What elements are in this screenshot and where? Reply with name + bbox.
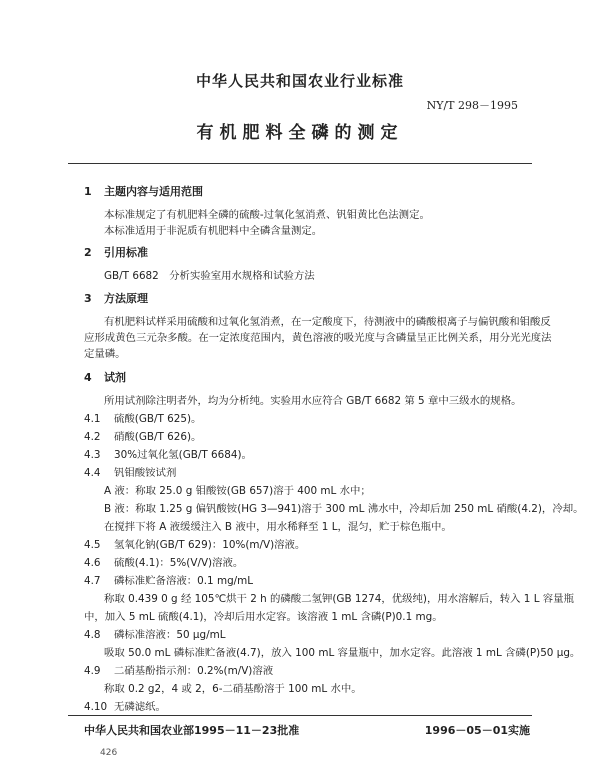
item-text: 磷标准贮备溶液：0.1 mg/mL [114,575,254,587]
item-text: 氢氧化钠(GB/T 629)：10%(m/V)溶液。 [114,539,306,551]
list-item-4-7 [84,572,253,587]
paragraph-line: 中，加入 5 mL 硫酸(4.1)，冷却后用水定容。该溶液 1 mL 含磷(P)0.1 mg。 [84,611,443,623]
item-number: 4.4 [84,467,101,479]
item-number: 4.5 [84,539,101,551]
item-number: 4.10 [84,701,108,713]
section-3-heading [84,290,148,306]
reference-line: GB/T 6682 分析实验室用水规格和试验方法 [104,270,315,282]
paragraph: 本标准规定了有机肥料全磷的硫酸-过氧化氢消煮、钒钼黄比色法测定。 [104,209,430,221]
paragraph: 本标准适用于非泥质有机肥料中全磷含量测定。 [104,225,323,237]
item-text: 无磷滤纸。 [114,701,166,713]
implementation-date: 1996－05－01实施 [424,724,530,737]
paragraph: 所用试剂除注明者外，均为分析纯。实验用水应符合 GB/T 6682 第 5 章中三级水的规格。 [104,395,522,407]
item-number: 4.3 [84,449,101,461]
item-number: 4.2 [84,431,101,443]
list-item-4-9 [84,662,273,677]
item-text: 钒钼酸铵试剂 [114,467,177,479]
section-number: 4 [84,371,92,384]
approval-line: 中华人民共和国农业部1995－11－23批准 [84,724,300,737]
paragraph-line: 称取 0.2 g2，4 或 2，6-二硝基酚溶于 100 mL 水中。 [104,683,362,695]
item-text: 二硝基酚指示剂：0.2%(m/V)溶液 [114,665,274,677]
section-title: 主题内容与适用范围 [104,185,203,198]
list-item-4-6 [84,554,243,569]
section-4-heading [84,369,126,385]
list-item-4-5 [84,536,305,551]
section-title: 试剂 [104,371,126,384]
paragraph-line: 有机肥料试样采用硫酸和过氧化氢消煮，在一定酸度下，待测液中的磷酸根离子与偏钒酸和钼酸反 [104,316,551,328]
header-divider [68,163,532,164]
item-number: 4.1 [84,413,101,425]
list-item-4-3 [84,446,252,461]
item-number: 4.6 [84,557,101,569]
paragraph-line: A 液：称取 25.0 g 钼酸铵(GB 657)溶于 400 mL 水中； [104,485,371,497]
list-item-4-2 [84,428,201,443]
item-number: 4.7 [84,575,101,587]
item-text: 硫酸(GB/T 625)。 [114,413,202,425]
section-title: 引用标准 [104,246,148,259]
section-number: 2 [84,246,92,259]
item-text: 30%过氧化氢(GB/T 6684)。 [114,449,252,461]
section-number: 1 [84,185,92,198]
list-item-4-10 [84,698,166,713]
paragraph-line: 定量磷。 [84,348,126,360]
list-item-4-4 [84,464,176,479]
org-title: 中华人民共和国农业行业标准 [195,72,404,90]
item-number: 4.8 [84,629,101,641]
section-title: 方法原理 [104,292,148,305]
paragraph-line: 称取 0.439 0 g 经 105℃烘干 2 h 的磷酸二氢钾(GB 1274，优级纯)，用水溶解后，转入 1 L 容量瓶 [104,593,574,605]
paragraph-line: 在搅拌下将 A 液缓缓注入 B 液中，用水稀释至 1 L，混匀，贮于棕色瓶中。 [104,521,452,533]
standard-number: NY/T 298－1995 [426,99,518,112]
list-item-4-1 [84,410,201,425]
item-text: 硫酸(4.1)：5%(V/V)溶液。 [114,557,244,569]
page-number: 426 [100,748,118,758]
section-1-heading [84,183,203,199]
footer-divider [68,715,532,716]
item-text: 磷标准溶液：50 μg/mL [114,629,226,641]
item-number: 4.9 [84,665,101,677]
item-text: 硝酸(GB/T 626)。 [114,431,202,443]
section-number: 3 [84,292,92,305]
section-2-heading [84,244,148,260]
list-item-4-8 [84,626,226,641]
paragraph-line: B 液：称取 1.25 g 偏钒酸铵(HG 3—941)溶于 300 mL 沸水中，冷却后加 250 mL 硝酸(4.2)，冷却。 [104,503,584,515]
paragraph-line: 吸取 50.0 mL 磷标准贮备液(4.7)，放入 100 mL 容量瓶中，加水定容。此溶液 1 mL 含磷(P)50 μg。 [104,647,581,659]
paragraph-line: 应形成黄色三元杂多酸。在一定浓度范围内，黄色溶液的吸光度与含磷量呈正比例关系，用分光光度法 [84,332,552,344]
document-title: 有机肥料全磷的测定 [196,123,404,143]
